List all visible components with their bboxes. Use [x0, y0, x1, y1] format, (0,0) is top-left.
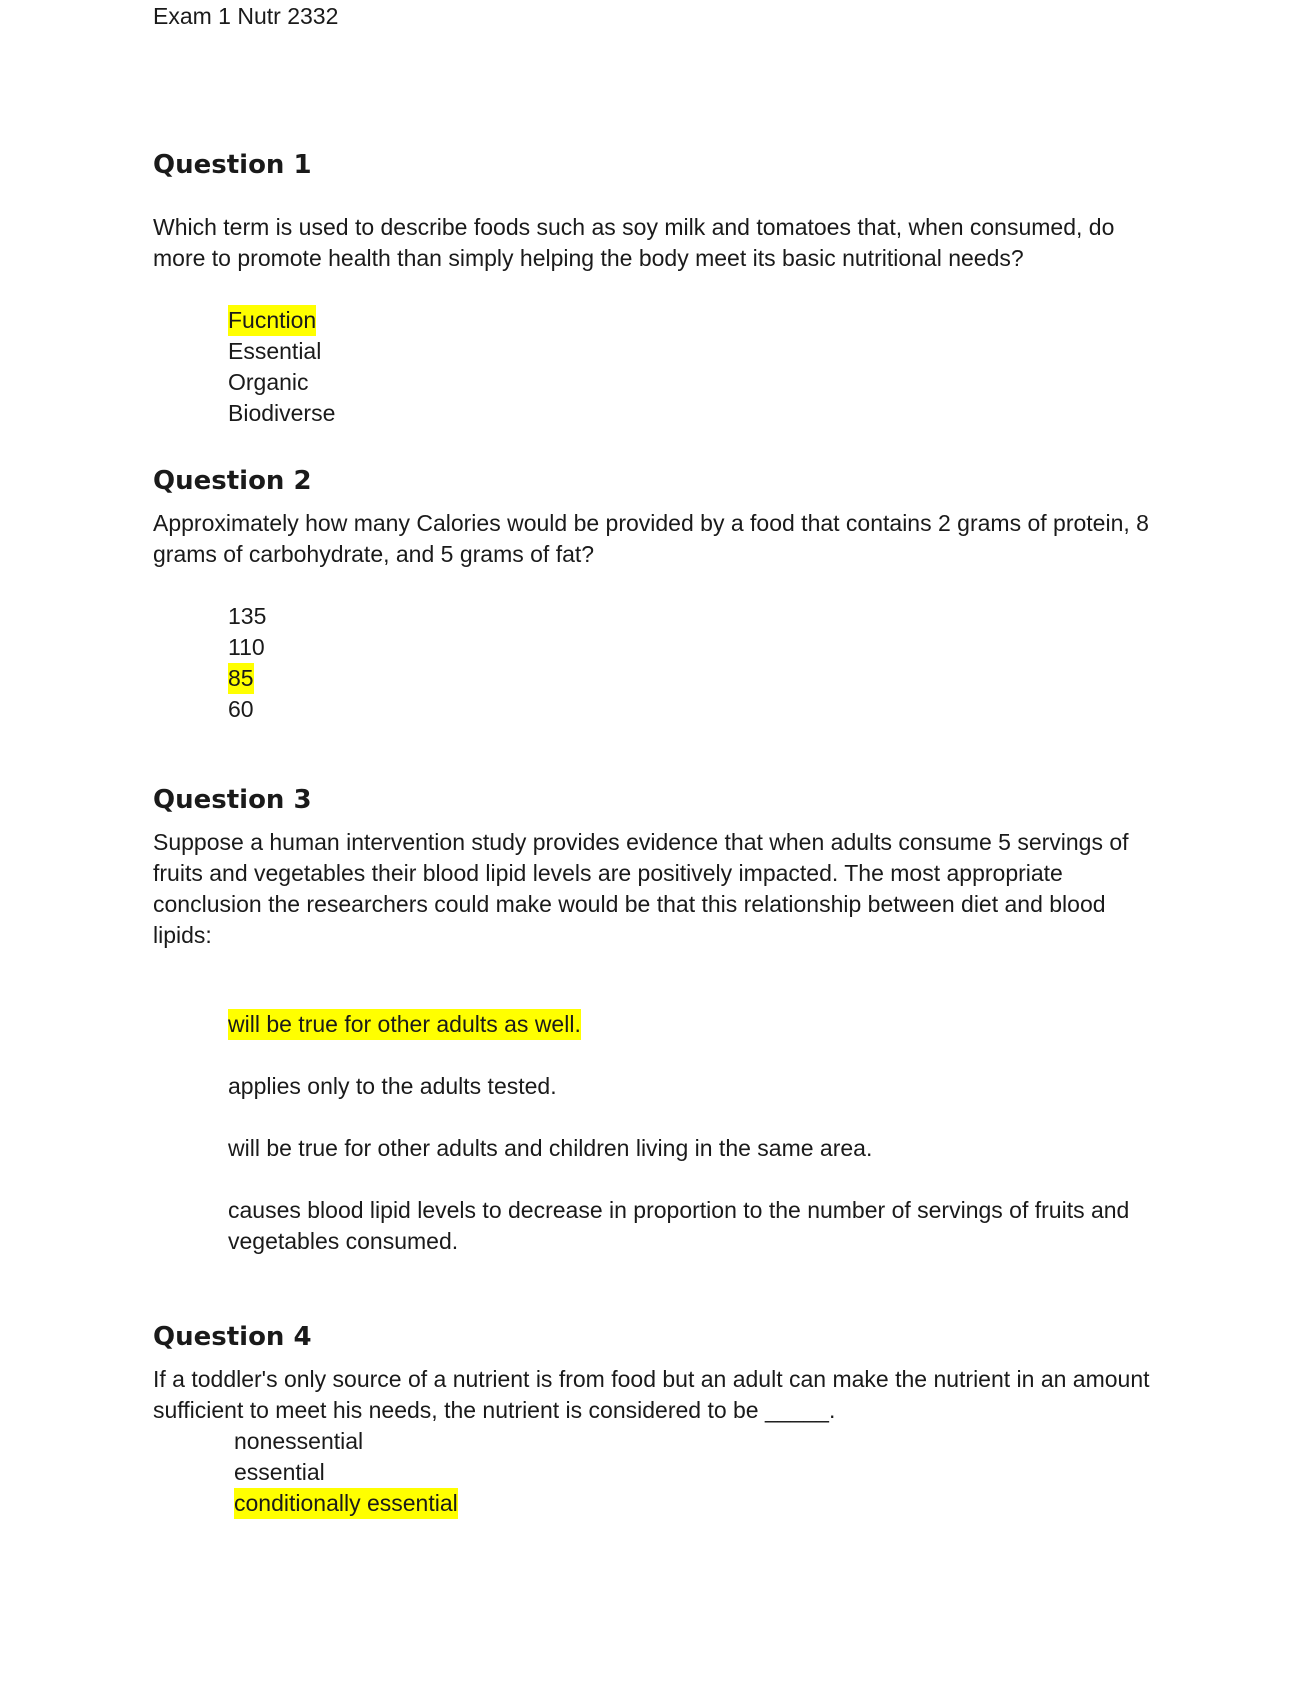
document-header: Exam 1 Nutr 2332: [153, 3, 339, 29]
option-label: Organic: [228, 369, 309, 395]
option-label: 85: [228, 663, 254, 694]
answer-option: [234, 1457, 458, 1488]
answer-option: [228, 1133, 1158, 1164]
option-label: Biodiverse: [228, 400, 336, 426]
option-label: conditionally essential: [234, 1488, 458, 1519]
option-label: nonessential: [234, 1428, 364, 1454]
question-text: Approximately how many Calories would be provided by a food that contains 2 grams of protein, 8 grams of carbohydrate, and 5 grams of fat?: [153, 510, 1149, 567]
question-1: [153, 150, 1163, 426]
option-label: causes blood lipid levels to decrease in proportion to the number of servings of fruits and vegetables consumed.: [228, 1197, 1130, 1254]
answer-option: [228, 694, 266, 725]
option-label: 60: [228, 696, 254, 722]
option-label: 110: [228, 634, 265, 660]
answer-option: [228, 1071, 1158, 1102]
answer-options: [228, 305, 335, 429]
answer-options: [228, 1009, 1158, 1288]
answer-option: [228, 632, 266, 663]
option-label: Fucntion: [228, 305, 316, 336]
answer-option: [228, 1195, 1158, 1257]
option-label: applies only to the adults tested.: [228, 1073, 557, 1099]
answer-option: [228, 305, 335, 336]
answer-option: [234, 1426, 458, 1457]
question-2: [153, 466, 1163, 722]
question-text: If a toddler's only source of a nutrient is from food but an adult can make the nutrient in an amount sufficient to meet his needs, the nutrient is considered to be _____.: [153, 1366, 1150, 1423]
question-heading: Question 1: [153, 150, 312, 180]
answer-option: [228, 1009, 1158, 1040]
answer-option: [228, 398, 335, 429]
option-label: Essential: [228, 338, 322, 364]
answer-option: [228, 367, 335, 398]
option-label: will be true for other adults as well.: [228, 1009, 581, 1040]
option-label: 135: [228, 603, 267, 629]
question-text: Which term is used to describe foods such as soy milk and tomatoes that, when consumed, do more to promote health than simply helping the body meet its basic nutritional needs?: [153, 214, 1115, 271]
question-text: Suppose a human intervention study provides evidence that when adults consume 5 servings of fruits and vegetables their blood lipid levels are positively impacted. The most appropriate conclusion the researchers could make would be that this relationship between diet and blood lipids:: [153, 829, 1129, 948]
answer-option: [228, 336, 335, 367]
answer-option: [234, 1488, 458, 1519]
question-4: [153, 1322, 1163, 1516]
option-label: essential: [234, 1459, 325, 1485]
question-heading: Question 3: [153, 785, 312, 815]
option-label: will be true for other adults and children living in the same area.: [228, 1135, 873, 1161]
answer-options: [228, 601, 266, 725]
answer-option: [228, 663, 266, 694]
answer-option: [228, 601, 266, 632]
question-heading: Question 4: [153, 1322, 312, 1352]
question-heading: Question 2: [153, 466, 312, 496]
question-3: [153, 785, 1163, 1254]
answer-options: [234, 1426, 458, 1519]
